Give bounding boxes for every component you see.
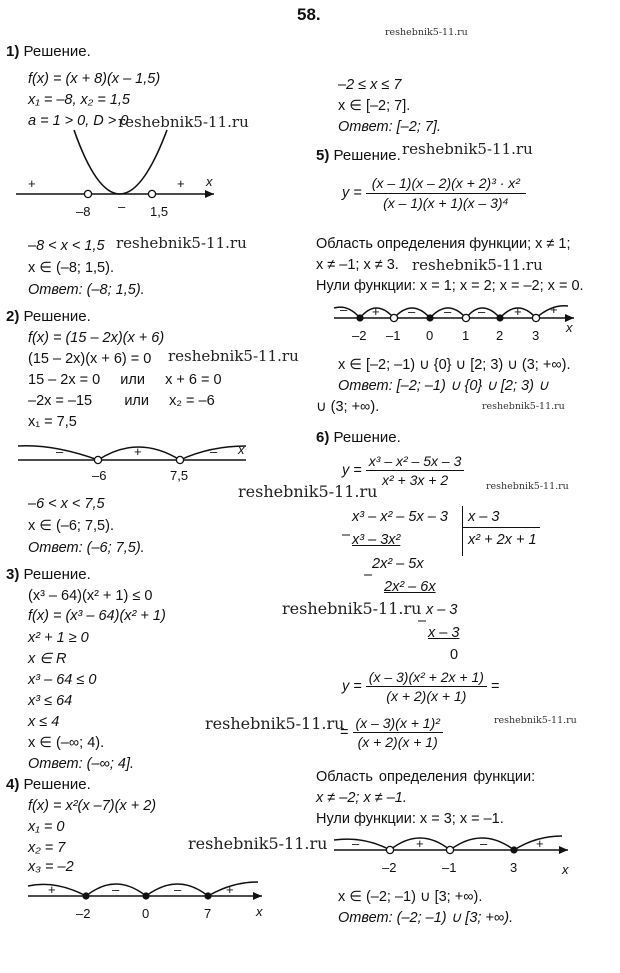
- division-bar: [462, 527, 540, 528]
- sign-label: +: [226, 882, 234, 897]
- p6-result: x ∈ (–2; –1) ∪ [3; +∞).: [338, 889, 483, 905]
- axis-arrow-icon: [253, 892, 262, 900]
- watermark: reshebnik5-11.ru: [118, 113, 249, 131]
- filled-point: [496, 314, 503, 321]
- sign-label: –: [340, 302, 348, 317]
- division-step: x – 3: [428, 625, 460, 641]
- p6-formula-3: = $\frac{\text{(x – 3)(x + 1)²}}{(x + 2)(x + 1)}$: [340, 716, 443, 749]
- p4-sign-chart: [26, 876, 276, 926]
- tick-label: –6: [92, 468, 107, 483]
- sign-label: –: [352, 836, 360, 851]
- open-point: [386, 846, 393, 853]
- sign-label: –: [478, 304, 486, 319]
- axis-label: x: [256, 904, 263, 919]
- p5-result: x ∈ [–2; –1) ∪ {0} ∪ [2; 3) ∪ (3; +∞).: [338, 357, 571, 373]
- sign-label: –: [174, 882, 182, 897]
- watermark: reshebnik5-11.ru: [238, 482, 378, 501]
- watermark: reshebnik5-11.ru: [188, 834, 328, 853]
- division-dividend: x³ – x² – 5x – 3: [352, 509, 448, 525]
- tick-label: –1: [442, 860, 457, 875]
- p6-domain: x ≠ –2; x ≠ –1.: [316, 790, 407, 806]
- sign-label: –: [444, 304, 452, 319]
- tick-label: –2: [352, 328, 367, 343]
- parabola-curve: [74, 130, 167, 194]
- p5-sign-chart: [330, 300, 590, 350]
- open-point: [94, 456, 101, 463]
- watermark: reshebnik5-11.ru: [168, 347, 299, 365]
- tick-label: 3: [532, 328, 540, 343]
- open-point: [462, 314, 469, 321]
- p3-line: x³ – 64 ≤ 0: [28, 672, 97, 688]
- p6-sign-chart: [330, 830, 580, 882]
- watermark: reshebnik5-11.ru: [412, 256, 543, 274]
- division-minus: –: [342, 527, 351, 543]
- problem-2-heading: 2) Решение.: [6, 308, 91, 325]
- division-minus: –: [364, 567, 373, 583]
- sign-label: +: [550, 302, 558, 317]
- page-number: 58.: [297, 5, 321, 24]
- sign-label: +: [536, 836, 544, 851]
- sign-label: –: [408, 304, 416, 319]
- p4-cont: x ∈ [–2; 7].: [338, 98, 411, 114]
- open-point: [176, 456, 183, 463]
- filled-point: [204, 892, 211, 899]
- p1-after: –8 < x < 1,5: [28, 238, 105, 254]
- sign-label: –: [118, 199, 126, 214]
- p3-line: x³ ≤ 64: [28, 693, 73, 709]
- problem-6-heading: 6) Решение.: [316, 429, 401, 446]
- tick-label: 7,5: [170, 468, 189, 483]
- division-remainder: 0: [450, 647, 459, 663]
- axis-arrow-icon: [559, 846, 568, 854]
- watermark: reshebnik5-11.ru: [402, 140, 533, 158]
- division-step: x³ – 3x²: [352, 532, 401, 548]
- filled-point: [142, 892, 149, 899]
- sign-label: +: [372, 304, 380, 319]
- open-point: [390, 314, 397, 321]
- p2-answer: Ответ: (–6; 7,5).: [28, 540, 145, 556]
- p2-line: f(x) = (15 – 2x)(x + 6): [28, 330, 165, 346]
- p2-line: –2x = –15 или x₂ = –6: [28, 393, 215, 409]
- p5-answer-cont: ∪ (3; +∞).: [316, 399, 380, 415]
- p5-answer: Ответ: [–2; –1) ∪ {0} ∪ [2; 3) ∪: [338, 378, 549, 394]
- sign-label: +: [28, 176, 36, 191]
- p3-line: f(x) = (x³ – 64)(x² + 1): [28, 608, 166, 624]
- division-step: x – 3: [426, 602, 458, 618]
- axis-label: x: [566, 320, 573, 335]
- tick-label: 0: [142, 906, 150, 921]
- division-step: 2x² – 5x: [372, 556, 424, 572]
- sign-label: –: [210, 444, 218, 459]
- tick-label: 3: [510, 860, 518, 875]
- p3-line: x ≤ 4: [28, 714, 60, 730]
- watermark: reshebnik5-11.ru: [486, 481, 569, 492]
- p1-line: x₁ = –8, x₂ = 1,5: [28, 92, 130, 108]
- open-point: [148, 190, 155, 197]
- p4-cont: –2 ≤ x ≤ 7: [338, 77, 402, 93]
- p1-line: f(x) = (x + 8)(x – 1,5): [28, 71, 161, 87]
- filled-point: [356, 314, 363, 321]
- axis-label: x: [238, 442, 245, 457]
- sign-label: –: [112, 882, 120, 897]
- sign-label: –: [480, 836, 488, 851]
- filled-point: [510, 846, 517, 853]
- p4-line: f(x) = x²(x –7)(x + 2): [28, 798, 157, 814]
- problem-3-heading: 3) Решение.: [6, 566, 91, 583]
- sign-label: +: [416, 836, 424, 851]
- tick-label: –2: [76, 906, 91, 921]
- p5-domain: x ≠ –1; x ≠ 3.: [316, 257, 399, 273]
- watermark: reshebnik5-11.ru: [282, 599, 422, 618]
- watermark: reshebnik5-11.ru: [116, 234, 247, 252]
- p1-parabola-graph: [14, 128, 229, 220]
- filled-point: [82, 892, 89, 899]
- axis-label: x: [206, 174, 213, 189]
- p6-answer: Ответ: (–2; –1) ∪ [3; +∞).: [338, 910, 514, 926]
- tick-label: 0: [426, 328, 434, 343]
- p4-answer: Ответ: [–2; 7].: [338, 119, 441, 135]
- p5-domain: Область определения функции; x ≠ 1;: [316, 236, 571, 252]
- p2-line: (15 – 2x)(x + 6) = 0: [28, 351, 152, 367]
- p2-line: x₁ = 7,5: [28, 414, 77, 430]
- watermark: reshebnik5-11.ru: [205, 714, 345, 733]
- p2-after: x ∈ (–6; 7,5).: [28, 518, 114, 534]
- sign-label: +: [48, 882, 56, 897]
- p3-line: x ∈ R: [28, 651, 67, 667]
- p6-zeros: Нули функции: x = 3; x = –1.: [316, 811, 504, 827]
- p6-formula: y = $\frac{\text{x³ – x² – 5x – 3}}{\text{x² + 3x + 2}}$: [342, 454, 464, 487]
- filled-point: [426, 314, 433, 321]
- p4-line: x₂ = 7: [28, 840, 66, 856]
- sign-label: +: [134, 444, 142, 459]
- tick-label: –8: [76, 204, 91, 219]
- p2-line: 15 – 2x = 0 или x + 6 = 0: [28, 372, 222, 388]
- p2-sign-chart: [14, 440, 254, 490]
- p3-line: x ∈ (–∞; 4).: [28, 735, 105, 751]
- p2-after: –6 < x < 7,5: [28, 496, 105, 512]
- watermark: reshebnik5-11.ru: [482, 401, 565, 412]
- p3-line: (x³ – 64)(x² + 1) ≤ 0: [28, 588, 153, 604]
- open-point: [84, 190, 91, 197]
- tick-label: –2: [382, 860, 397, 875]
- p6-formula-2: y = $\frac{\text{(x – 3)(x² + 2x + 1)}}{(x + 2)(x + 1)}$ =: [342, 669, 500, 704]
- tick-label: 2: [496, 328, 504, 343]
- axis-label: x: [562, 862, 569, 877]
- sign-label: –: [56, 444, 64, 459]
- p1-after: x ∈ (–8; 1,5).: [28, 260, 114, 276]
- division-quotient: x² + 2x + 1: [468, 532, 537, 548]
- watermark: reshebnik5-11.ru: [385, 27, 468, 38]
- tick-label: 1,5: [150, 204, 169, 219]
- division-bar: [462, 506, 463, 556]
- p1-line: a = 1 > 0, D > 0: [28, 113, 129, 129]
- p5-formula: y = $\frac{\text{(x – 1)(x – 2)(x + 2)³ · x²}}{\text{(x – 1)(x + 1)(x – 3)⁴}}$: [342, 176, 526, 210]
- problem-5-heading: 5) Решение.: [316, 147, 401, 164]
- p1-answer: Ответ: (–8; 1,5).: [28, 282, 145, 298]
- sign-label: +: [514, 304, 522, 319]
- problem-1-heading: 1) Решение.: [6, 43, 91, 60]
- division-minus: –: [418, 613, 427, 629]
- p6-domain: Область определения функции:: [316, 769, 536, 785]
- p3-answer: Ответ: (–∞; 4].: [28, 756, 135, 772]
- tick-label: 1: [462, 328, 470, 343]
- open-point: [446, 846, 453, 853]
- watermark: reshebnik5-11.ru: [494, 715, 577, 726]
- tick-label: –1: [386, 328, 401, 343]
- p4-line: x₃ = –2: [28, 859, 74, 875]
- p4-line: x₁ = 0: [28, 819, 65, 835]
- p5-zeros: Нули функции: x = 1; x = 2; x = –2; x = 0.: [316, 278, 584, 294]
- problem-4-heading: 4) Решение.: [6, 776, 91, 793]
- open-point: [532, 314, 539, 321]
- axis-arrow-icon: [205, 190, 214, 198]
- division-step: 2x² – 6x: [384, 579, 436, 595]
- tick-label: 7: [204, 906, 212, 921]
- p3-line: x² + 1 ≥ 0: [28, 630, 89, 646]
- sign-label: +: [177, 176, 185, 191]
- division-divisor: x – 3: [468, 509, 500, 525]
